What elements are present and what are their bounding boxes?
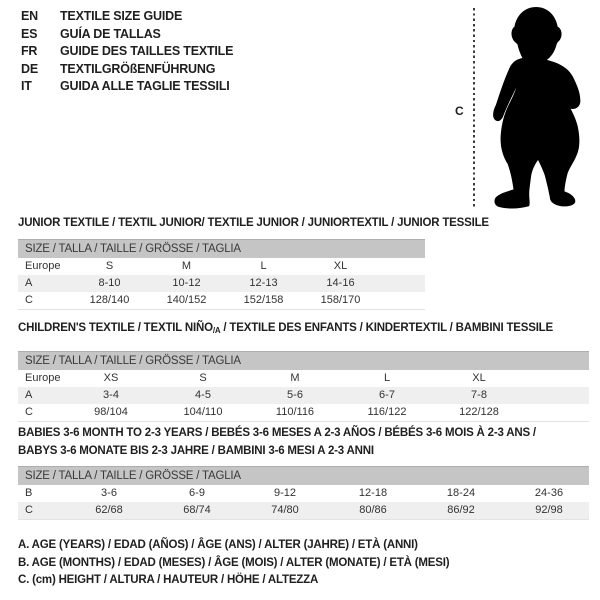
value-cell: 7-8 (471, 389, 487, 401)
footnote-c: C. (cm) HEIGHT / ALTURA / HAUTEUR / HÖHE / ALTEZZA (18, 574, 319, 586)
footnotes (18, 537, 449, 590)
footnote-a: A. AGE (YEARS) / EDAD (AÑOS) / ÂGE (ANS) / ALTER (JAHRE) / ETÀ (ANNI) (18, 539, 418, 551)
babies-section-title (18, 425, 536, 460)
value-cell: 24-36 (534, 487, 564, 499)
value-cell: 12-13 (249, 277, 278, 289)
value-cell: 3-6 (101, 487, 117, 499)
size-header-bar: SIZE / TALLA / TAILLE / GRÖSSE / TAGLIA (18, 466, 589, 485)
value-cell: 8-10 (98, 277, 121, 289)
row-label: Europe (25, 260, 61, 272)
value-cell: 80/86 (359, 504, 387, 516)
value-cell: 104/110 (183, 406, 223, 418)
babies-title-line1: BABIES 3-6 MONTH TO 2-3 YEARS / BEBÉS 3-6 MESES A 2-3 AÑOS / BÉBÉS 3-6 MOIS À 2-3 ANS / (18, 427, 536, 439)
table-row (18, 502, 589, 519)
value-cell: 18-24 (446, 487, 476, 499)
size-cell: L (383, 372, 391, 384)
size-cell: XL (333, 260, 348, 272)
table-row (18, 275, 425, 292)
value-cell: 9-12 (273, 487, 297, 499)
size-cell: S (105, 260, 114, 272)
size-cell: M (181, 260, 192, 272)
babies-title-line2: BABYS 3-6 MONATE BIS 2-3 JAHRE / BAMBINI 3-6 MESI A 2-3 ANNI (18, 444, 374, 457)
value-cell: 14-16 (326, 277, 355, 289)
language-title: GUIDA ALLE TAGLIE TESSILI (60, 79, 230, 94)
children-size-table (18, 351, 589, 422)
row-label: B (25, 487, 33, 499)
value-cell: 12-18 (358, 487, 388, 499)
value-cell: 110/116 (275, 406, 315, 418)
value-cell: 68/74 (183, 504, 211, 516)
junior-size-table (18, 239, 425, 310)
row-label: C (25, 294, 33, 306)
value-cell: 152/158 (243, 294, 284, 306)
table-row (18, 485, 589, 502)
value-cell: 86/92 (447, 504, 475, 516)
height-measure-label: C (455, 104, 464, 118)
language-title: TEXTILE SIZE GUIDE (60, 9, 183, 23)
table-row (18, 258, 425, 275)
value-cell: 10-12 (172, 277, 201, 289)
value-cell: 74/80 (271, 504, 299, 516)
language-code: DE (21, 61, 38, 76)
row-label: C (25, 504, 33, 516)
row-label: A (25, 277, 33, 289)
size-header-bar: SIZE / TALLA / TAILLE / GRÖSSE / TAGLIA (18, 351, 589, 370)
value-cell: 6-9 (189, 487, 205, 499)
size-cell: XS (103, 372, 119, 384)
value-cell: 6-7 (379, 389, 395, 401)
height-dotted-line (473, 8, 475, 208)
babies-size-table (18, 466, 589, 520)
value-cell: 4-5 (195, 389, 211, 401)
footnote-b: B. AGE (MONTHS) / EDAD (MESES) / ÂGE (MOIS) / ALTER (MONATE) / ETÀ (MESI) (18, 556, 450, 569)
value-cell: 5-6 (287, 389, 303, 401)
children-title-rest: / TEXTILE DES ENFANTS / KINDERTEXTIL / BAMBINI TESSILE (220, 322, 553, 334)
size-cell: L (260, 260, 267, 272)
value-cell: 62/68 (95, 504, 123, 516)
junior-section-title: JUNIOR TEXTILE / TEXTIL JUNIOR/ TEXTILE JUNIOR / JUNIORTEXTIL / JUNIOR TESSILE (18, 217, 489, 229)
language-code: FR (21, 44, 38, 59)
value-cell: 158/170 (320, 294, 361, 306)
table-row (18, 387, 589, 404)
value-cell: 92/98 (535, 504, 563, 516)
size-cell: M (290, 372, 300, 384)
language-title: GUIDE DES TAILLES TEXTILE (60, 44, 234, 59)
language-code: IT (21, 79, 32, 94)
table-row (18, 292, 425, 309)
size-header-bar: SIZE / TALLA / TAILLE / GRÖSSE / TAGLIA (18, 239, 425, 258)
children-section-title (18, 320, 553, 340)
language-code: ES (21, 26, 38, 41)
size-cell: S (199, 372, 207, 384)
language-title: GUÍA DE TALLAS (60, 26, 161, 41)
value-cell: 3-4 (103, 389, 119, 401)
value-cell: 140/152 (166, 294, 207, 306)
table-row (18, 370, 589, 387)
value-cell: 116/122 (367, 406, 407, 418)
table-row (18, 404, 589, 421)
language-title: TEXTILGRÖßENFÜHRUNG (60, 61, 216, 76)
value-cell: 98/104 (94, 406, 128, 418)
children-title-subscript: /A (212, 326, 221, 335)
size-cell: XL (472, 372, 486, 384)
baby-silhouette-icon (484, 4, 596, 212)
language-code: EN (21, 9, 38, 23)
row-label: A (25, 389, 33, 401)
row-label: Europe (25, 372, 61, 384)
language-list (21, 8, 233, 96)
children-title-main: CHILDREN'S TEXTILE / TEXTIL NIÑO (18, 322, 213, 334)
value-cell: 122/128 (459, 406, 499, 418)
value-cell: 128/140 (89, 294, 130, 306)
row-label: C (25, 406, 33, 418)
